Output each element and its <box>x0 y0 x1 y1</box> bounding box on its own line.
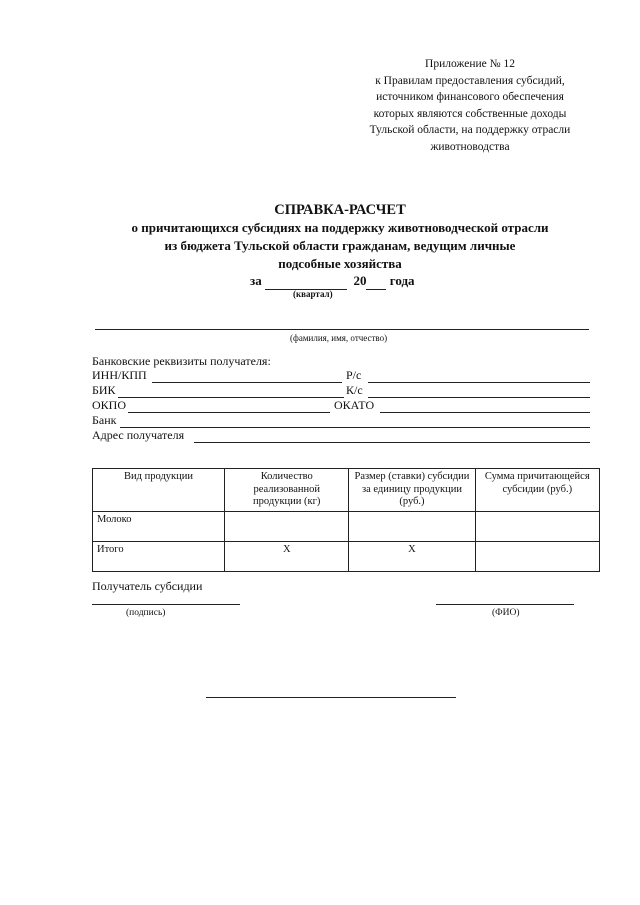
signature-caption: (подпись) <box>126 608 166 618</box>
annex-line: источником финансового обеспечения <box>376 91 564 103</box>
annex-line: к Правилам предоставления субсидий, <box>375 74 565 87</box>
table-row <box>93 541 600 571</box>
rs-field[interactable] <box>368 382 590 383</box>
okpo-field[interactable] <box>128 412 330 413</box>
document-subtitle: о причитающихся субсидиях на поддержку животноводческой отрасли <box>131 220 549 235</box>
table-cell: Х <box>225 541 349 571</box>
bank-field[interactable] <box>120 427 590 428</box>
table-header-row <box>93 469 600 512</box>
annex-line: Приложение № 12 <box>425 58 515 70</box>
annex-line: животноводства <box>430 140 510 153</box>
okato-label: ОКАТО <box>334 398 375 412</box>
period-prefix: за <box>250 273 262 288</box>
bottom-divider <box>206 697 456 698</box>
table-cell[interactable] <box>475 511 599 541</box>
period-suffix: года <box>389 273 415 288</box>
full-name-field[interactable] <box>436 604 574 605</box>
bik-label: БИК <box>92 383 116 397</box>
bank-details-heading: Банковские реквизиты получателя: <box>92 354 271 368</box>
table-row <box>93 511 600 541</box>
document-subtitle: из бюджета Тульской области гражданам, ведущим личные <box>164 238 516 253</box>
column-header: Количество реализованной продукции (кг) <box>225 469 349 512</box>
full-name-caption: (ФИО) <box>492 608 520 618</box>
table-cell[interactable] <box>225 511 349 541</box>
table-cell: Молоко <box>93 511 225 541</box>
column-header: Сумма причитающейся субсидии (руб.) <box>475 469 599 512</box>
rs-label: Р/с <box>346 368 362 382</box>
year-prefix: 20 <box>353 273 367 288</box>
quarter-field[interactable] <box>265 273 347 290</box>
ks-field[interactable] <box>368 397 590 398</box>
table-cell[interactable] <box>349 511 475 541</box>
bank-label: Банк <box>92 413 117 427</box>
table-cell[interactable] <box>475 541 599 571</box>
recipient-name-field[interactable] <box>95 329 589 330</box>
annex-header <box>330 56 610 155</box>
document-title: СПРАВКА-РАСЧЕТ <box>274 202 406 218</box>
address-field[interactable] <box>194 442 590 443</box>
column-header: Размер (ставки) субсидии за единицу продукции (руб.) <box>349 469 475 512</box>
annex-line: которых являются собственные доходы <box>373 107 567 120</box>
column-header: Вид продукции <box>93 469 225 512</box>
annex-line: Тульской области, на поддержку отрасли <box>369 124 571 136</box>
document-subtitle: подсобные хозяйства <box>278 256 402 271</box>
ks-label: К/с <box>346 383 363 397</box>
table-cell: Итого <box>93 541 225 571</box>
inn-kpp-label: ИНН/КПП <box>92 368 147 382</box>
subsidy-table <box>92 468 600 572</box>
recipient-name-caption: (фамилия, имя, отчество) <box>290 333 388 343</box>
table-cell: Х <box>349 541 475 571</box>
signature-field[interactable] <box>92 604 240 605</box>
year-field[interactable] <box>366 273 386 290</box>
period-line <box>250 273 415 290</box>
inn-kpp-field[interactable] <box>152 382 342 383</box>
okpo-label: ОКПО <box>92 398 127 412</box>
bik-field[interactable] <box>118 397 344 398</box>
okato-field[interactable] <box>380 412 590 413</box>
quarter-caption: (квартал) <box>293 289 333 299</box>
signature-label: Получатель субсидии <box>92 579 203 593</box>
address-label: Адрес получателя <box>92 428 185 442</box>
